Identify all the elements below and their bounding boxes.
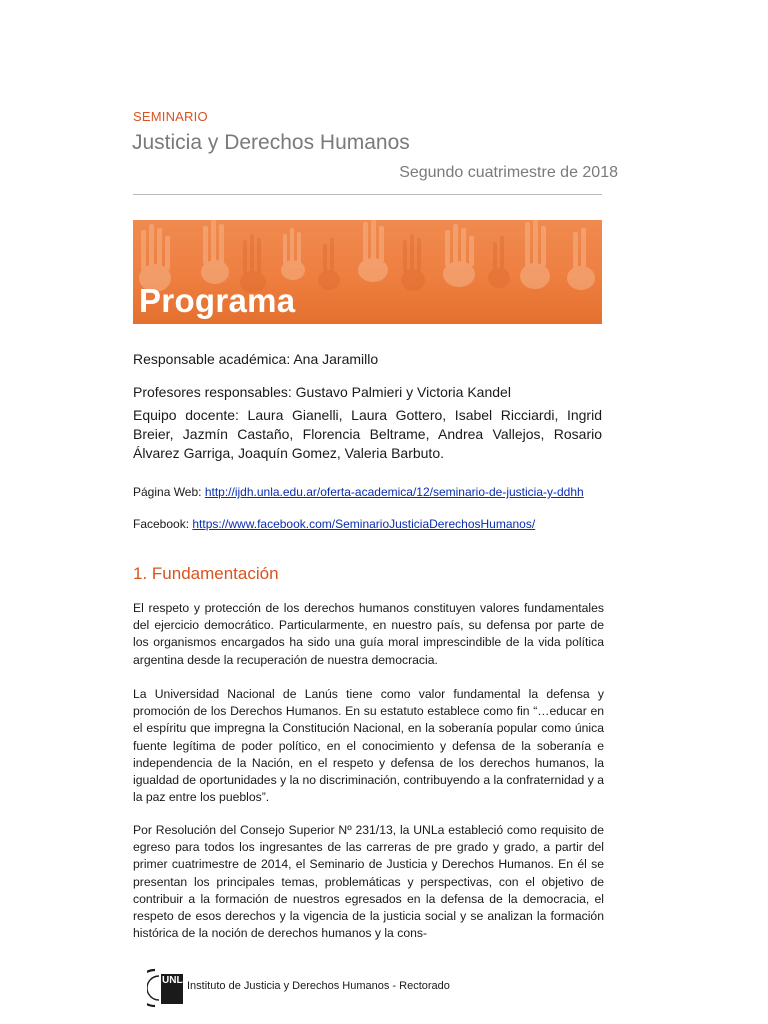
paragraph: El respeto y protección de los derechos humanos constituyen valores fundamentales del ejercicio democrático. Particularmente, en nuestro país, su defensa por parte de los organismos encargados ha sido una guía moral imprescindible de la vida política argentina desde la recuperación de nuestra democracia.: [133, 601, 604, 667]
program-banner: [133, 220, 602, 324]
semester-label: Segundo cuatrimestre de 2018: [399, 164, 618, 181]
equipo-docente: Equipo docente: Laura Gianelli, Laura Gottero, Isabel Ricciardi, Ingrid Breier, Jazmín Castaño, Florencia Beltrame, Andrea Vallejos, Rosario Álvarez Garriga, Joaquín Gomez, Valeria Barbuto.: [133, 407, 602, 461]
footer-text: Instituto de Justicia y Derechos Humanos - Rectorado: [187, 980, 450, 992]
banner-title: Programa: [139, 282, 296, 319]
logo-text: UNLa: [162, 975, 189, 986]
header-divider: [133, 194, 602, 195]
profesores-responsables: Profesores responsables: Gustavo Palmieri y Victoria Kandel: [133, 384, 511, 400]
responsable-academica: Responsable académica: Ana Jaramillo: [133, 351, 379, 367]
facebook-link-row: [133, 516, 602, 532]
unla-logo: [147, 968, 187, 1008]
web-link[interactable]: http://ijdh.unla.edu.ar/oferta-academica/12/seminario-de-justicia-y-ddhh: [204, 485, 584, 499]
section-kicker: SEMINARIO: [133, 109, 208, 124]
facebook-link[interactable]: https://www.facebook.com/SeminarioJusticiaDerechosHumanos/: [192, 517, 536, 531]
page-title: Justicia y Derechos Humanos: [132, 131, 410, 154]
section-heading: 1. Fundamentación: [133, 564, 279, 583]
paragraph: Por Resolución del Consejo Superior Nº 231/13, la UNLa estableció como requisito de egreso para todos los ingresantes de las carreras de pre grado y grado, a partir del primer cuatrimestre de 2014, el Seminario de Justicia y Derechos Humanos. En él se presentan los principales temas, problemáticas y perspectivas, con el objetivo de contribuir a la formación de nuestros egresados en la defensa de la democracia, el respeto de esos derechos y la vigencia de la justicia social y se analizan la formación histórica de la noción de derechos humanos y la cons-: [133, 823, 604, 941]
paragraph: La Universidad Nacional de Lanús tiene como valor fundamental la defensa y promoción de los Derechos Humanos. En su estatuto establece como fin “…educar en el espíritu que impregna la Constitución Nacional, en la soberanía popular como única fuente legítima de poder político, en el conocimiento y defensa de la soberanía e independencia de la Nación, en el respeto y defensa de los derechos humanos, la igualdad de oportunidades y la no discriminación, contribuyendo a la confraternidad y a la paz entre los pueblos”.: [133, 687, 604, 805]
web-label: Página Web:: [133, 485, 205, 499]
facebook-label: Facebook:: [133, 517, 193, 531]
web-link-row: [133, 484, 602, 500]
